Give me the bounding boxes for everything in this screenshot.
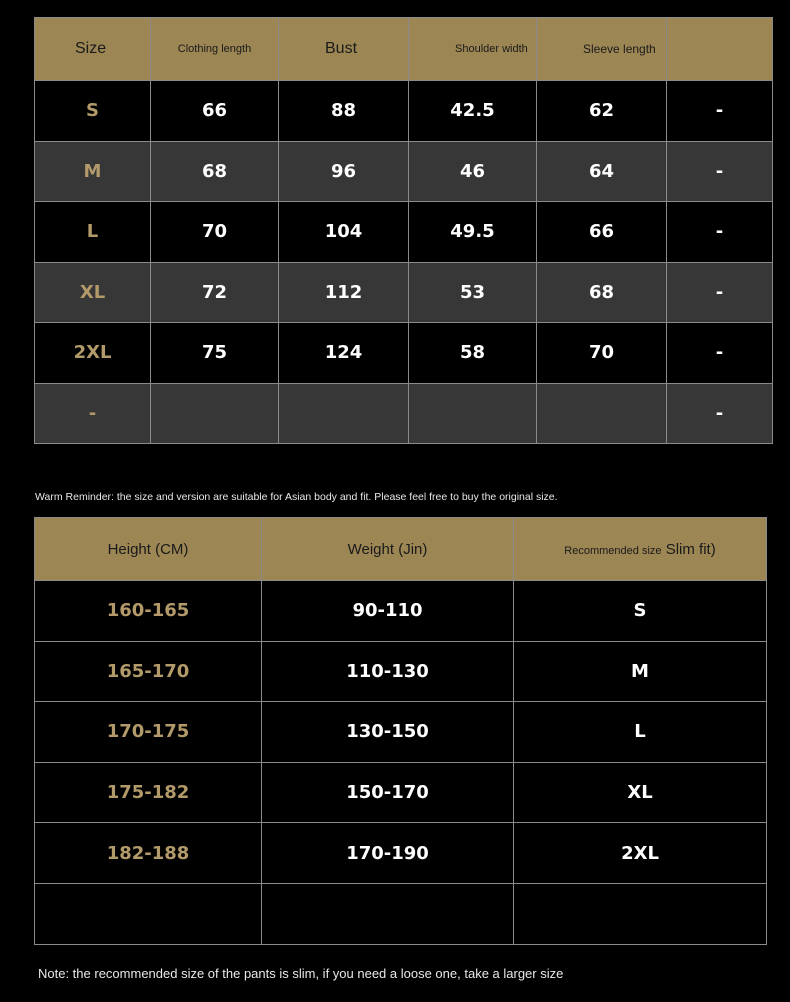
size-chart-header-row — [35, 18, 773, 81]
extra-value: - — [667, 262, 773, 323]
clothing-length-value: 68 — [151, 141, 279, 202]
sleeve-length-value: 68 — [537, 262, 667, 323]
recommended-size: XL — [514, 762, 767, 823]
header-weight: Weight (Jin) — [262, 518, 514, 581]
weight-range: 110-130 — [262, 641, 514, 702]
recommended-size: S — [514, 581, 767, 642]
clothing-length-value: 70 — [151, 202, 279, 263]
header-recommended-prefix: Recommended size — [564, 544, 662, 557]
sleeve-length-value: 70 — [537, 323, 667, 384]
fit-row — [35, 641, 767, 702]
height-range: 170-175 — [35, 702, 262, 763]
extra-value: - — [667, 323, 773, 384]
size-label: S — [35, 81, 151, 142]
recommended-size: M — [514, 641, 767, 702]
shoulder-width-value: 46 — [409, 141, 537, 202]
sleeve-length-value: 62 — [537, 81, 667, 142]
shoulder-width-value: 58 — [409, 323, 537, 384]
weight-range: 150-170 — [262, 762, 514, 823]
shoulder-width-value: 53 — [409, 262, 537, 323]
fit-row — [35, 581, 767, 642]
fit-row — [35, 823, 767, 884]
header-bust: Bust — [279, 18, 409, 81]
bust-value: 96 — [279, 141, 409, 202]
sleeve-length-value: 66 — [537, 202, 667, 263]
height-range — [35, 883, 262, 944]
size-label: - — [35, 383, 151, 444]
size-label: M — [35, 141, 151, 202]
size-label: 2XL — [35, 323, 151, 384]
fit-row — [35, 762, 767, 823]
sleeve-length-value: 64 — [537, 141, 667, 202]
clothing-length-value: 75 — [151, 323, 279, 384]
header-blank — [667, 18, 773, 81]
header-recommended-size — [514, 518, 767, 581]
bust-value: 124 — [279, 323, 409, 384]
recommended-size: 2XL — [514, 823, 767, 884]
clothing-length-value — [151, 383, 279, 444]
shoulder-width-value: 42.5 — [409, 81, 537, 142]
sleeve-length-value — [537, 383, 667, 444]
height-range: 175-182 — [35, 762, 262, 823]
header-shoulder-width: Shoulder width — [409, 18, 537, 81]
extra-value: - — [667, 202, 773, 263]
weight-range: 90-110 — [262, 581, 514, 642]
size-row — [35, 202, 773, 263]
height-range: 165-170 — [35, 641, 262, 702]
fit-row — [35, 702, 767, 763]
bust-value — [279, 383, 409, 444]
weight-range: 130-150 — [262, 702, 514, 763]
header-size: Size — [35, 18, 151, 81]
extra-value: - — [667, 383, 773, 444]
header-clothing-length: Clothing length — [151, 18, 279, 81]
bust-value: 88 — [279, 81, 409, 142]
shoulder-width-value — [409, 383, 537, 444]
clothing-length-value: 72 — [151, 262, 279, 323]
size-row — [35, 383, 773, 444]
size-label: XL — [35, 262, 151, 323]
recommended-size: L — [514, 702, 767, 763]
pants-note-text: Note: the recommended size of the pants is slim, if you need a loose one, take a larger size — [38, 966, 564, 981]
height-range: 182-188 — [35, 823, 262, 884]
height-range: 160-165 — [35, 581, 262, 642]
clothing-length-value: 66 — [151, 81, 279, 142]
weight-range: 170-190 — [262, 823, 514, 884]
fit-row — [35, 883, 767, 944]
bust-value: 112 — [279, 262, 409, 323]
shoulder-width-value: 49.5 — [409, 202, 537, 263]
fit-recommendation-table — [34, 517, 767, 945]
header-height: Height (CM) — [35, 518, 262, 581]
size-row — [35, 262, 773, 323]
size-row — [35, 323, 773, 384]
bust-value: 104 — [279, 202, 409, 263]
header-sleeve-length: Sleeve length — [537, 18, 667, 81]
header-recommended-suffix: Slim fit) — [665, 540, 716, 558]
size-label: L — [35, 202, 151, 263]
size-row — [35, 141, 773, 202]
weight-range — [262, 883, 514, 944]
size-row — [35, 81, 773, 142]
extra-value: - — [667, 141, 773, 202]
extra-value: - — [667, 81, 773, 142]
fit-header-row — [35, 518, 767, 581]
recommended-size — [514, 883, 767, 944]
warm-reminder-text: Warm Reminder: the size and version are suitable for Asian body and fit. Please feel free to buy the original size. — [35, 491, 558, 503]
size-chart-table — [34, 17, 773, 444]
